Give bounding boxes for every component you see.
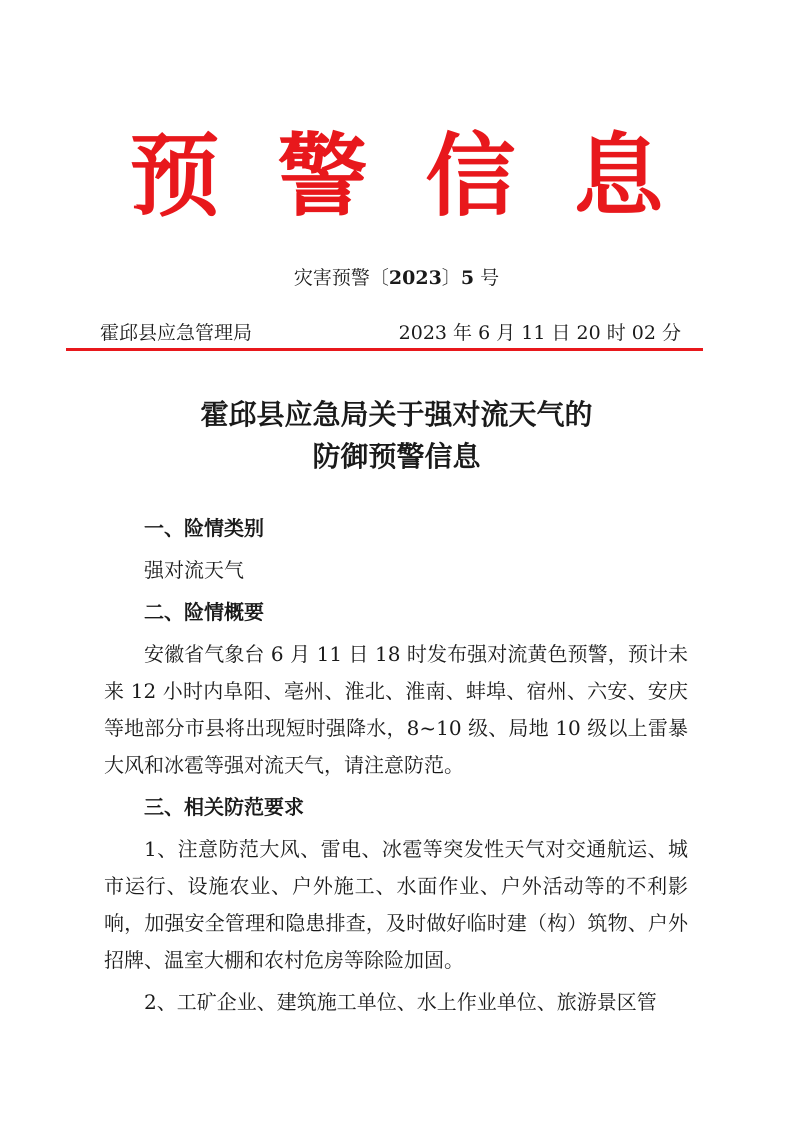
doc-number-prefix: 灾害预警〔: [293, 267, 389, 289]
title-line-1: 霍邱县应急局关于强对流天气的: [200, 398, 593, 431]
section-3-item-2: 2、工矿企业、建筑施工单位、水上作业单位、旅游景区管: [144, 990, 657, 1014]
section-2-heading: 二、险情概要: [144, 600, 264, 624]
red-divider: [66, 348, 703, 351]
document-title: [0, 394, 793, 478]
doc-number-year: 2023: [388, 267, 442, 289]
masthead-title: 预警信息: [129, 124, 722, 229]
issue-date: 2023 年 6 月 11 日 20 时 02 分: [398, 322, 681, 344]
section-1-text: 强对流天气: [144, 558, 244, 582]
document-number: [0, 265, 793, 291]
doc-number-mid: 〕: [441, 267, 461, 289]
section-3-item-1: 1、注意防范大风、雷电、冰雹等突发性天气对交通航运、城市运行、设施农业、户外施工、水面作业、户外活动等的不利影响，加强安全管理和隐患排查，及时做好临时建（构）筑物、户外招牌、温室大棚和农村危房等除险加固。: [104, 837, 688, 972]
doc-number-suffix: 号: [474, 267, 500, 289]
section-1-heading: 一、险情类别: [144, 516, 264, 540]
issuer: 霍邱县应急管理局: [100, 322, 253, 344]
document-body: [104, 510, 688, 1021]
doc-number-seq: 5: [460, 267, 475, 289]
title-line-2: 防御预警信息: [312, 440, 481, 473]
section-2-text: 安徽省气象台 6 月 11 日 18 时发布强对流黄色预警，预计未来 12 小时内阜阳、亳州、淮北、淮南、蚌埠、宿州、六安、安庆等地部分市县将出现短时强降水，8~10 级、局地 10 级以上雷暴大风和冰雹等强对流天气，请注意防范。: [104, 642, 688, 777]
section-3-heading: 三、相关防范要求: [144, 795, 304, 819]
